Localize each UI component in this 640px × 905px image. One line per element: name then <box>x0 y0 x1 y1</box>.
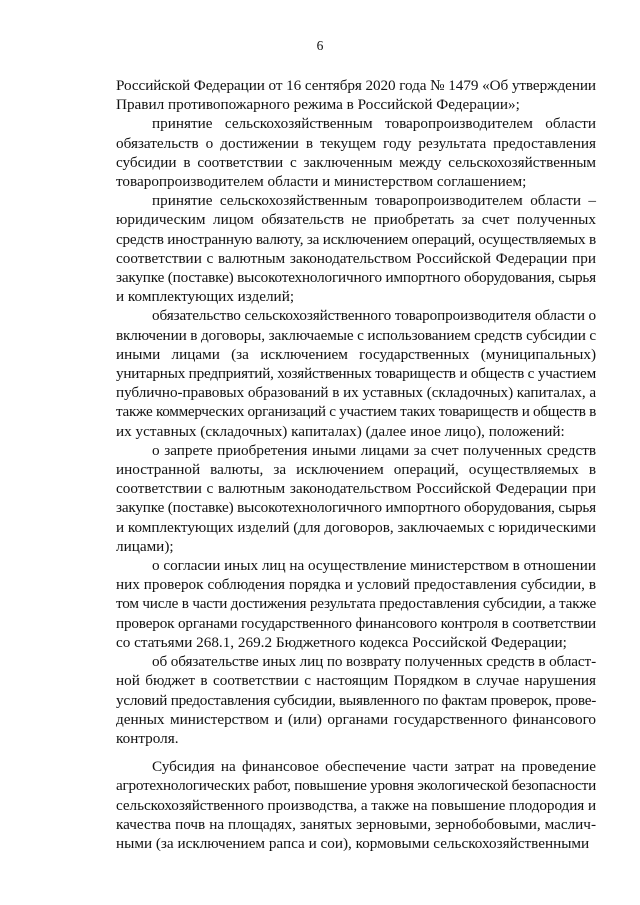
text-line: субсидии в соответствии с заключенным между сельскохозяйственным <box>116 153 597 171</box>
text-line: принятие сельскохозяйственным товаропроизводителем области – <box>152 192 596 210</box>
paragraph <box>116 114 596 191</box>
paragraph <box>116 441 596 556</box>
paragraph <box>116 306 596 440</box>
text-line: о запрете приобретения иными лицами за счет полученных средств <box>152 441 597 459</box>
text-line: условий предоставления субсидии, выявленного по фактам проверок, прове- <box>116 691 597 709</box>
text-line: об обязательстве иных лиц по возврату полученных средств в област- <box>152 653 597 671</box>
text-line: ной бюджет в соответствии с настоящим Порядком в случае нарушения <box>116 672 597 690</box>
text-line: закупке (поставке) высокотехнологичного импортного оборудования, сырья <box>116 499 596 517</box>
text-line: проверок органами государственного финансового контроля в соответствии <box>116 614 597 632</box>
paragraph <box>116 556 596 652</box>
paragraph <box>116 76 596 114</box>
paragraph <box>116 652 596 748</box>
paragraph <box>116 757 596 853</box>
text-line: товаропроизводителем области и министерством соглашением; <box>116 173 527 191</box>
text-line: Правил противопожарного режима в Российской Федерации»; <box>116 96 520 114</box>
text-line: них проверок соблюдения порядка и условий предоставления субсидии, в <box>116 576 597 594</box>
text-line: юридическим лицом обязательств не приобретать за счет полученных <box>116 211 596 229</box>
document-body <box>116 76 596 853</box>
text-line: качества почв на площадях, занятых зерновыми, зернобобовыми, маслич- <box>116 815 596 833</box>
text-line: унитарных предприятий, хозяйственных товариществ и обществ с участием <box>116 365 596 383</box>
text-line: том числе в части достижения результата предоставления субсидии, а также <box>116 595 597 613</box>
paragraph <box>116 191 596 306</box>
text-line: соответствии с валютным законодательством Российской Федерации при <box>116 480 596 498</box>
text-line: лицами); <box>116 537 174 555</box>
text-line: агротехнологических работ, повышение уровня экологической безопасности <box>116 777 596 795</box>
text-line: Российской Федерации от 16 сентября 2020 года № 1479 «Об утверждении <box>116 77 596 94</box>
text-line: публично-правовых образований в их уставных (складочных) капиталах, а <box>116 384 597 402</box>
page-number: 6 <box>316 38 324 53</box>
text-line: о согласии иных лиц на осуществление министерством в отношении <box>152 557 596 575</box>
text-line: соответствии с валютным законодательством Российской Федерации при <box>116 249 596 267</box>
text-line: и комплектующих изделий (для договоров, заключаемых с юридическими <box>116 518 597 536</box>
text-line: принятие сельскохозяйственным товаропроизводителем области <box>152 115 597 133</box>
text-line: закупке (поставке) высокотехнологичного импортного оборудования, сырья <box>116 269 596 287</box>
text-line: со статьями 268.1, 269.2 Бюджетного кодекса Российской Федерации; <box>116 633 567 651</box>
text-line: контроля. <box>116 729 179 747</box>
text-line: ными (за исключением рапса и сои), кормовыми сельскохозяйственными <box>116 834 590 852</box>
text-line: иными лицами (за исключением государственных (муниципальных) <box>116 345 597 363</box>
text-line: Субсидия на финансовое обеспечение части затрат на проведение <box>152 758 597 776</box>
text-line: обязательств о достижении в текущем году результата предоставления <box>116 134 596 152</box>
text-line: сельскохозяйственного производства, а также на повышение плодородия и <box>116 796 597 814</box>
text-line: денных министерством и (или) органами государственного финансового <box>116 710 597 728</box>
text-line: также коммерческих организаций с участием таких товариществ и обществ в <box>116 403 596 421</box>
text-line: средств иностранную валюту, за исключением операций, осуществляемых в <box>116 230 596 248</box>
text-line: включении в договоры, заключаемые с использованием средств субсидии с <box>116 326 597 344</box>
text-line: и комплектующих изделий; <box>116 288 295 306</box>
text-line: их уставных (складочных) капиталах) (далее иное лицо), положений: <box>116 422 565 440</box>
text-line: иностранной валюты, за исключением операций, осуществляемых в <box>116 461 596 479</box>
text-line: обязательство сельскохозяйственного товаропроизводителя области о <box>152 307 597 325</box>
